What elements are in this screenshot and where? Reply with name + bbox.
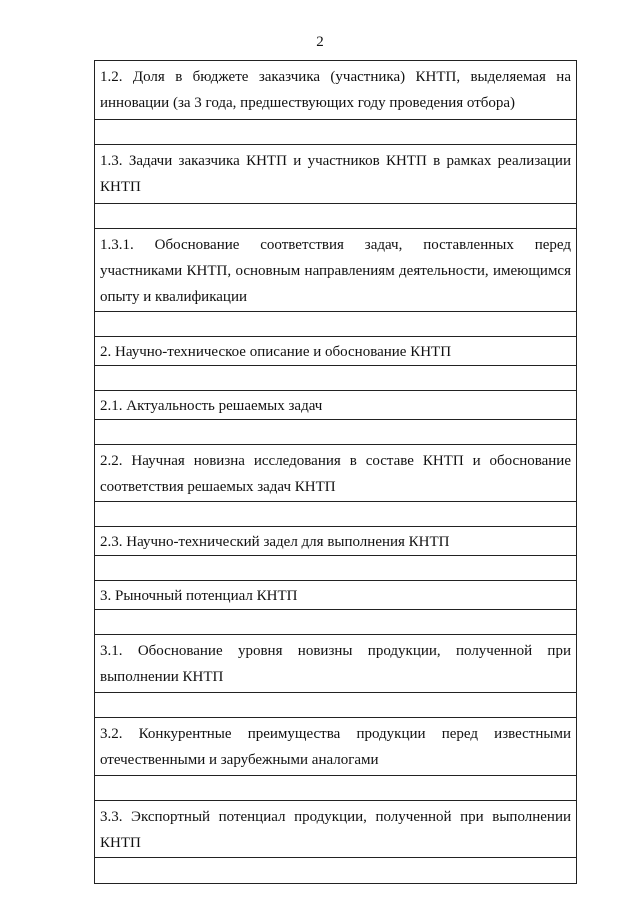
section-2-1-answer-field[interactable] (95, 420, 576, 445)
section-3-2-answer-field[interactable] (95, 776, 576, 801)
section-1-3-answer-field[interactable] (95, 204, 576, 229)
section-3-1-answer-field[interactable] (95, 693, 576, 718)
section-1-3-1-heading: 1.3.1. Обоснование соответствия задач, поставленных перед участниками КНТП, основным направлениям деятельности, имеющимся опыту и квалификации (95, 229, 576, 312)
section-1-3-1-answer-field[interactable] (95, 312, 576, 337)
section-1-2-answer-field[interactable] (95, 120, 576, 145)
section-2-2-answer-field[interactable] (95, 502, 576, 527)
section-2-answer-field[interactable] (95, 366, 576, 391)
section-3-answer-field[interactable] (95, 610, 576, 635)
section-3-heading: 3. Рыночный потенциал КНТП (95, 581, 576, 610)
section-2-heading: 2. Научно-техническое описание и обоснование КНТП (95, 337, 576, 366)
page-number: 2 (316, 34, 324, 50)
section-2-3-answer-field[interactable] (95, 556, 576, 581)
section-3-3-answer-field[interactable] (95, 858, 576, 883)
section-2-1-heading: 2.1. Актуальность решаемых задач (95, 391, 576, 420)
form-table (94, 60, 577, 884)
section-3-2-heading: 3.2. Конкурентные преимущества продукции перед известными отечественными и зарубежными аналогами (95, 718, 576, 776)
section-3-1-heading: 3.1. Обоснование уровня новизны продукции, полученной при выполнении КНТП (95, 635, 576, 693)
section-1-3-heading: 1.3. Задачи заказчика КНТП и участников КНТП в рамках реализации КНТП (95, 145, 576, 204)
section-3-3-heading: 3.3. Экспортный потенциал продукции, полученной при выполнении КНТП (95, 801, 576, 858)
section-2-3-heading: 2.3. Научно-технический задел для выполнения КНТП (95, 527, 576, 556)
section-2-2-heading: 2.2. Научная новизна исследования в составе КНТП и обоснование соответствия решаемых задач КНТП (95, 445, 576, 502)
section-1-2-heading: 1.2. Доля в бюджете заказчика (участника) КНТП, выделяемая на инновации (за 3 года, предшествующих году проведения отбора) (95, 61, 576, 120)
